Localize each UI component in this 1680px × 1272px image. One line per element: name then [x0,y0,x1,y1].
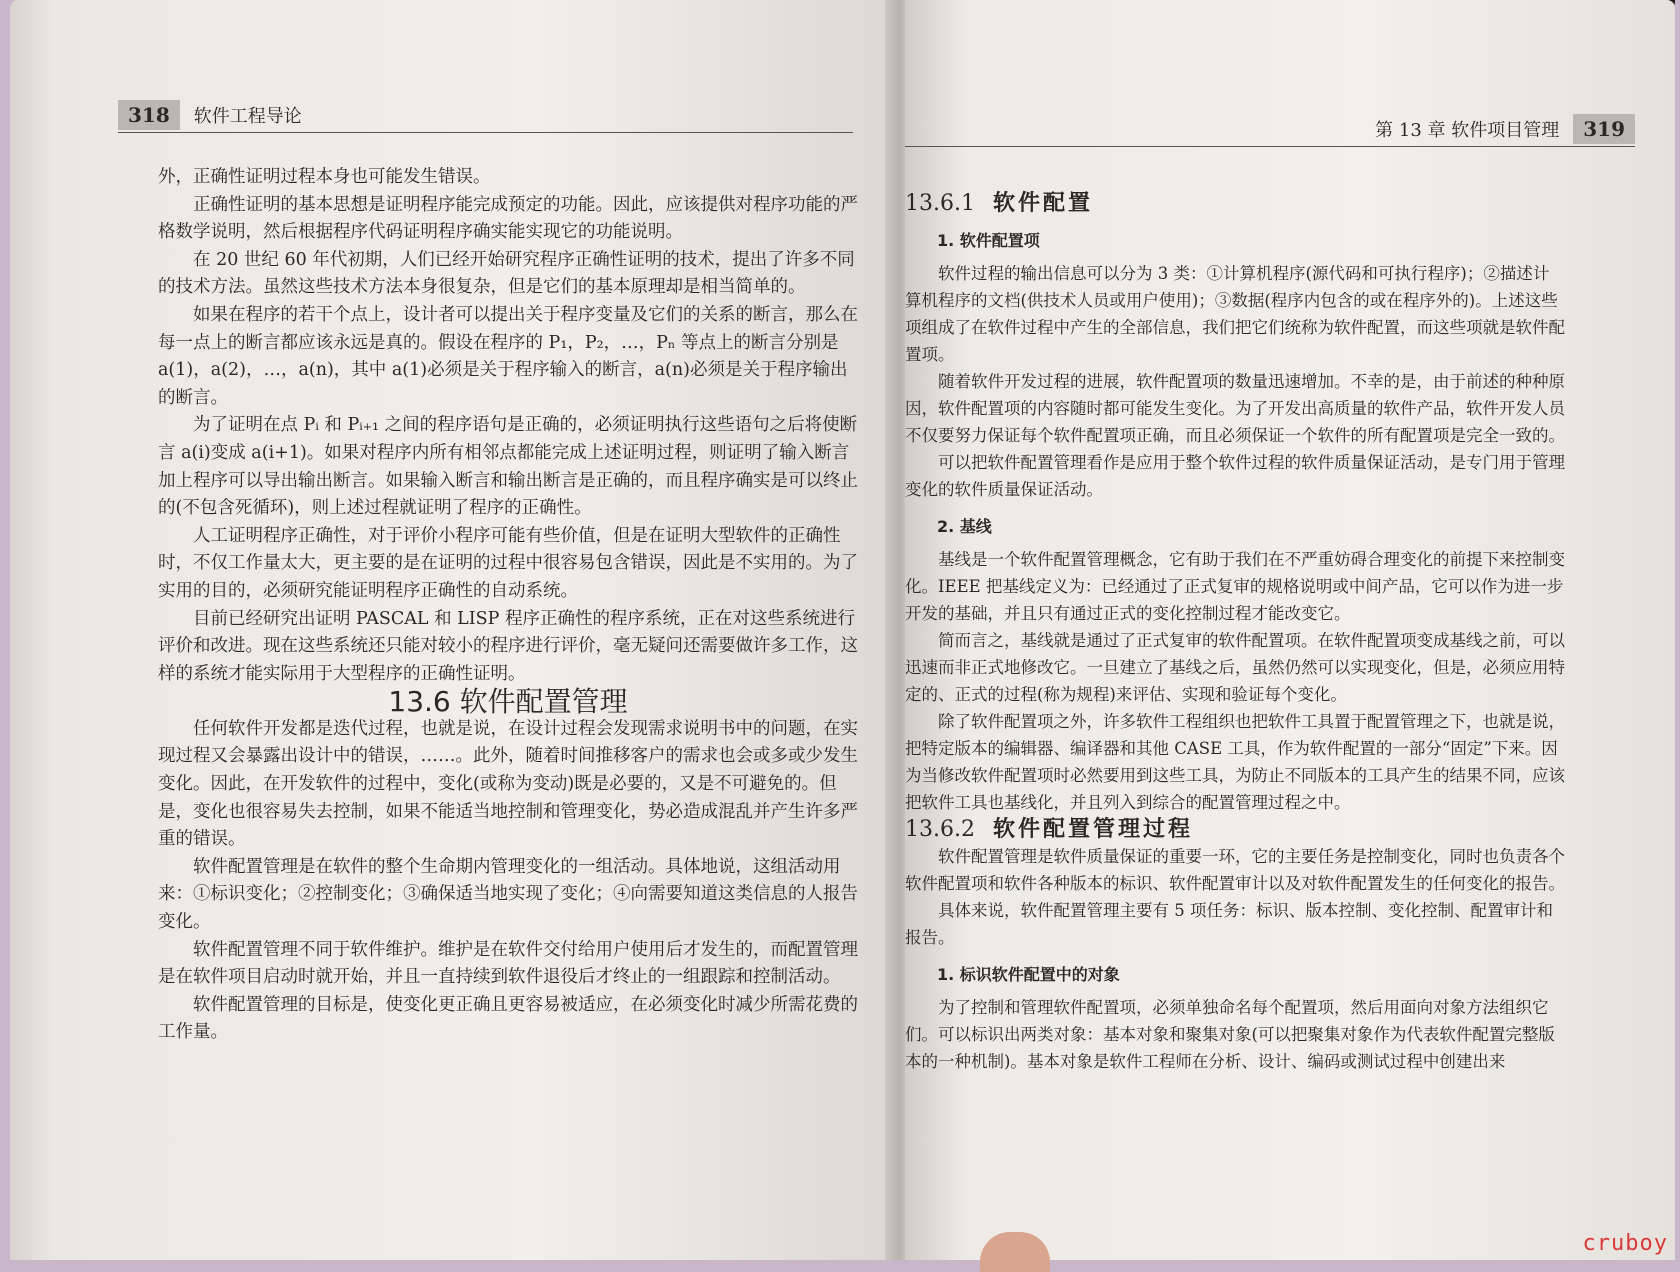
item-title: 1. 软件配置项 [937,231,1040,250]
paragraph: 软件配置管理是在软件的整个生命期内管理变化的一组活动。具体地说，这组活动用来：①标识变化；②控制变化；③确保适当地实现了变化；④向需要知道这类信息的人报告变化。 [158,856,858,933]
right-page-header [1375,114,1635,144]
left-page-header [118,100,302,130]
left-page-body [158,164,858,1047]
subsection-heading [905,816,1565,843]
paragraph: 任何软件开发都是迭代过程，也就是说，在设计过程会发现需求说明书中的问题，在实现过程又会暴露出设计中的错误，……。此外，随着时间推移客户的需求也会或多或少发生变化。因此，在开发软件的过程中，变化(或称为变动)既是必要的，又是不可避免的。但是，变化也很容易失去控制，如果不能适当地控制和管理变化，势必造成混乱并产生许多严重的错误。 [158,718,858,850]
section-title: 13.6 软件配置管理 [388,685,628,719]
paragraph: 软件配置管理不同于软件维护。维护是在软件交付给用户使用后才发生的，而配置管理是在软件项目启动时就开始，并且一直持续到软件退役后才终止的一组跟踪和控制活动。 [158,939,858,988]
paragraph: 正确性证明的基本思想是证明程序能完成预定的功能。因此，应该提供对程序功能的严格数学说明，然后根据程序代码证明程序确实能实现它的功能说明。 [158,194,858,243]
header-rule [905,146,1635,147]
paragraph: 人工证明程序正确性，对于评价小程序可能有些价值，但是在证明大型软件的正确性时，不仅工作量太大，更主要的是在证明的过程中很容易包含错误，因此是不实用的。为了实用的目的，必须研究能证明程序正确性的自动系统。 [158,525,858,601]
subsection-heading [905,190,1565,217]
paragraph: 软件配置管理的目标是，使变化更正确且更容易被适应，在必须变化时减少所需花费的工作量。 [158,994,858,1043]
subsection-number: 13.6.1 [905,191,975,216]
header-rule [118,132,853,133]
paragraph: 为了证明在点 Pᵢ 和 Pᵢ₊₁ 之间的程序语句是正确的，必须证明执行这些语句之后将使断言 a(i)变成 a(i+1)。如果对程序内所有相邻点都能完成上述证明过程，则证明了输入断言加上程序可以导出输出断言。如果输入断言和输出断言是正确的，而且程序确实是可以终止的(不包含死循环)，则上述过程就证明了程序的正确性。 [158,415,858,519]
paragraph: 基线是一个软件配置管理概念，它有助于我们在不严重妨碍合理变化的前提下来控制变化。IEEE 把基线定义为：已经通过了正式复审的规格说明或中间产品，它可以作为进一步开发的基础，并且只有通过正式的变化控制过程才能改变它。 [905,550,1565,623]
subsection-number: 13.6.2 [905,817,975,842]
page-number: 319 [1573,114,1635,144]
paragraph: 随着软件开发过程的进展，软件配置项的数量迅速增加。不幸的是，由于前述的种种原因，软件配置项的内容随时都可能发生变化。为了开发出高质量的软件产品，软件开发人员不仅要努力保证每个软件配置项正确，而且必须保证一个软件的所有配置项是完全一致的。 [905,372,1565,445]
watermark: cruboy [1582,1231,1668,1256]
paragraph: 可以把软件配置管理看作是应用于整个软件过程的软件质量保证活动，是专门用于管理变化的软件质量保证活动。 [905,453,1565,499]
left-page [10,0,890,1260]
paragraph: 外，正确性证明过程本身也可能发生错误。 [158,167,491,187]
paragraph: 目前已经研究出证明 PASCAL 和 LISP 程序正确性的程序系统，正在对这些系统进行评价和改进。现在这些系统还只能对较小的程序进行评价，毫无疑问还需要做许多工作，这样的系统才能实际用于大型程序的正确性证明。 [158,608,858,684]
paragraph: 简而言之，基线就是通过了正式复审的软件配置项。在软件配置项变成基线之前，可以迅速而非正式地修改它。一旦建立了基线之后，虽然仍然可以实现变化，但是，必须应用特定的、正式的过程(称为规程)来评估、实现和验证每个变化。 [905,631,1565,704]
item-title: 2. 基线 [937,517,992,536]
paragraph: 除了软件配置项之外，许多软件工程组织也把软件工具置于配置管理之下，也就是说，把特定版本的编辑器、编译器和其他 CASE 工具，作为软件配置的一部分“固定”下来。因为当修改软件配置项时必然要用到这些工具，为防止不同版本的工具产生的结果不同，应该把软件工具也基线化，并且列入到综合的配置管理过程之中。 [905,712,1565,812]
paragraph: 软件过程的输出信息可以分为 3 类：①计算机程序(源代码和可执行程序)；②描述计算机程序的文档(供技术人员或用户使用)；③数据(程序内包含的或在程序外的)。上述这些项组成了在软件过程中产生的全部信息，我们把它们统称为软件配置，而这些项就是软件配置项。 [905,264,1565,364]
book-title: 软件工程导论 [193,106,302,127]
item-title: 1. 标识软件配置中的对象 [937,965,1120,984]
paragraph: 在 20 世纪 60 年代初期，人们已经开始研究程序正确性证明的技术，提出了许多不同的技术方法。虽然这些技术方法本身很复杂，但是它们的基本原理却是相当简单的。 [158,249,855,298]
paragraph: 如果在程序的若干个点上，设计者可以提出关于程序变量及它们的关系的断言，那么在每一点上的断言都应该永远是真的。假设在程序的 P₁，P₂，…，Pₙ 等点上的断言分别是 a(1)，a(2)，…，a(n)，其中 a(1)必须是关于程序输入的断言，a(n)必须是关于程序输出的断言。 [158,304,858,408]
right-page [905,0,1675,1260]
right-page-body [905,190,1565,1075]
subsection-title: 软件配置 [992,191,1093,216]
page-number: 318 [118,100,180,130]
chapter-title: 第 13 章 软件项目管理 [1375,120,1560,141]
subsection-title: 软件配置管理过程 [992,817,1193,842]
paragraph: 为了控制和管理软件配置项，必须单独命名每个配置项，然后用面向对象方法组织它们。可以标识出两类对象：基本对象和聚集对象(可以把聚集对象作为代表软件配置完整版本的一种机制)。基本对象是软件工程师在分析、设计、编码或测试过程中创建出来 [905,998,1555,1071]
paragraph: 软件配置管理是软件质量保证的重要一环，它的主要任务是控制变化，同时也负责各个软件配置项和软件各种版本的标识、软件配置审计以及对软件配置发生的任何变化的报告。 [905,847,1565,893]
paragraph: 具体来说，软件配置管理主要有 5 项任务：标识、版本控制、变化控制、配置审计和报告。 [905,901,1553,947]
